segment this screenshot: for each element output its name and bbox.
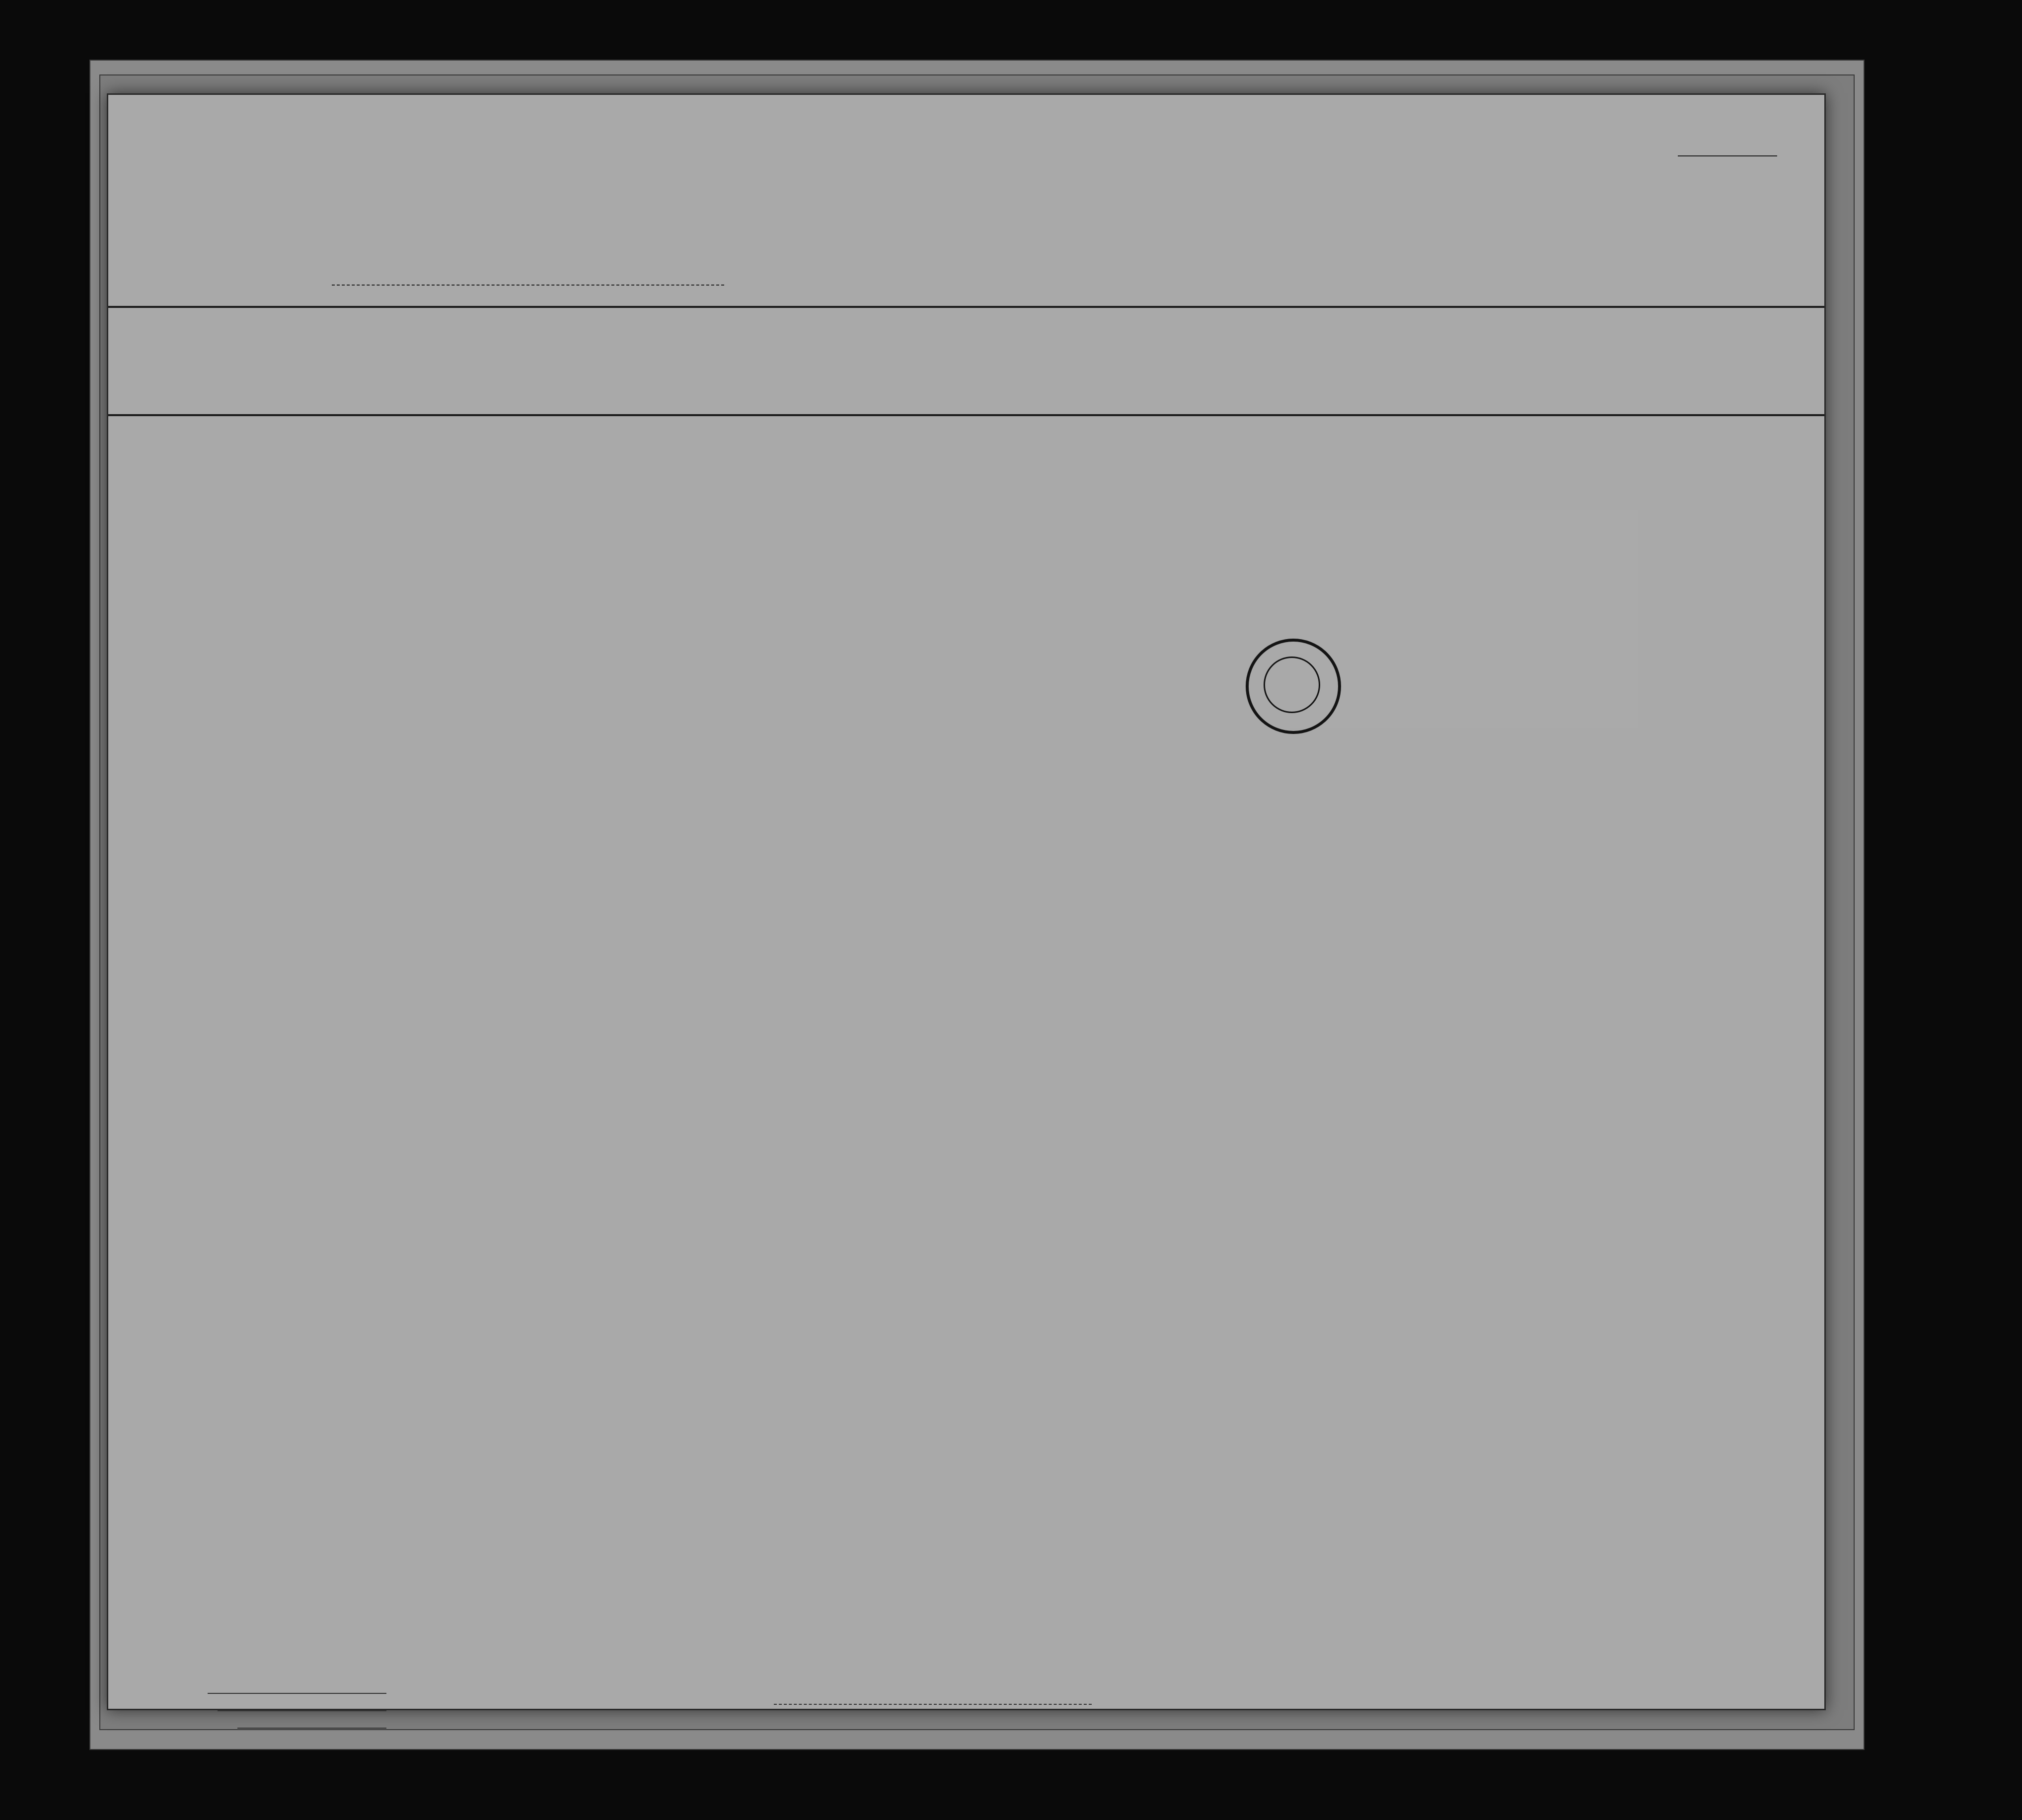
vessel-line: [108, 254, 1824, 298]
manifest-grid: [108, 306, 1824, 1676]
manifest-sheet: [107, 93, 1826, 1710]
consular-visa-block: [1290, 510, 1638, 728]
consulate-seal: [1246, 639, 1341, 734]
sheet-no-line: [1678, 155, 1777, 156]
